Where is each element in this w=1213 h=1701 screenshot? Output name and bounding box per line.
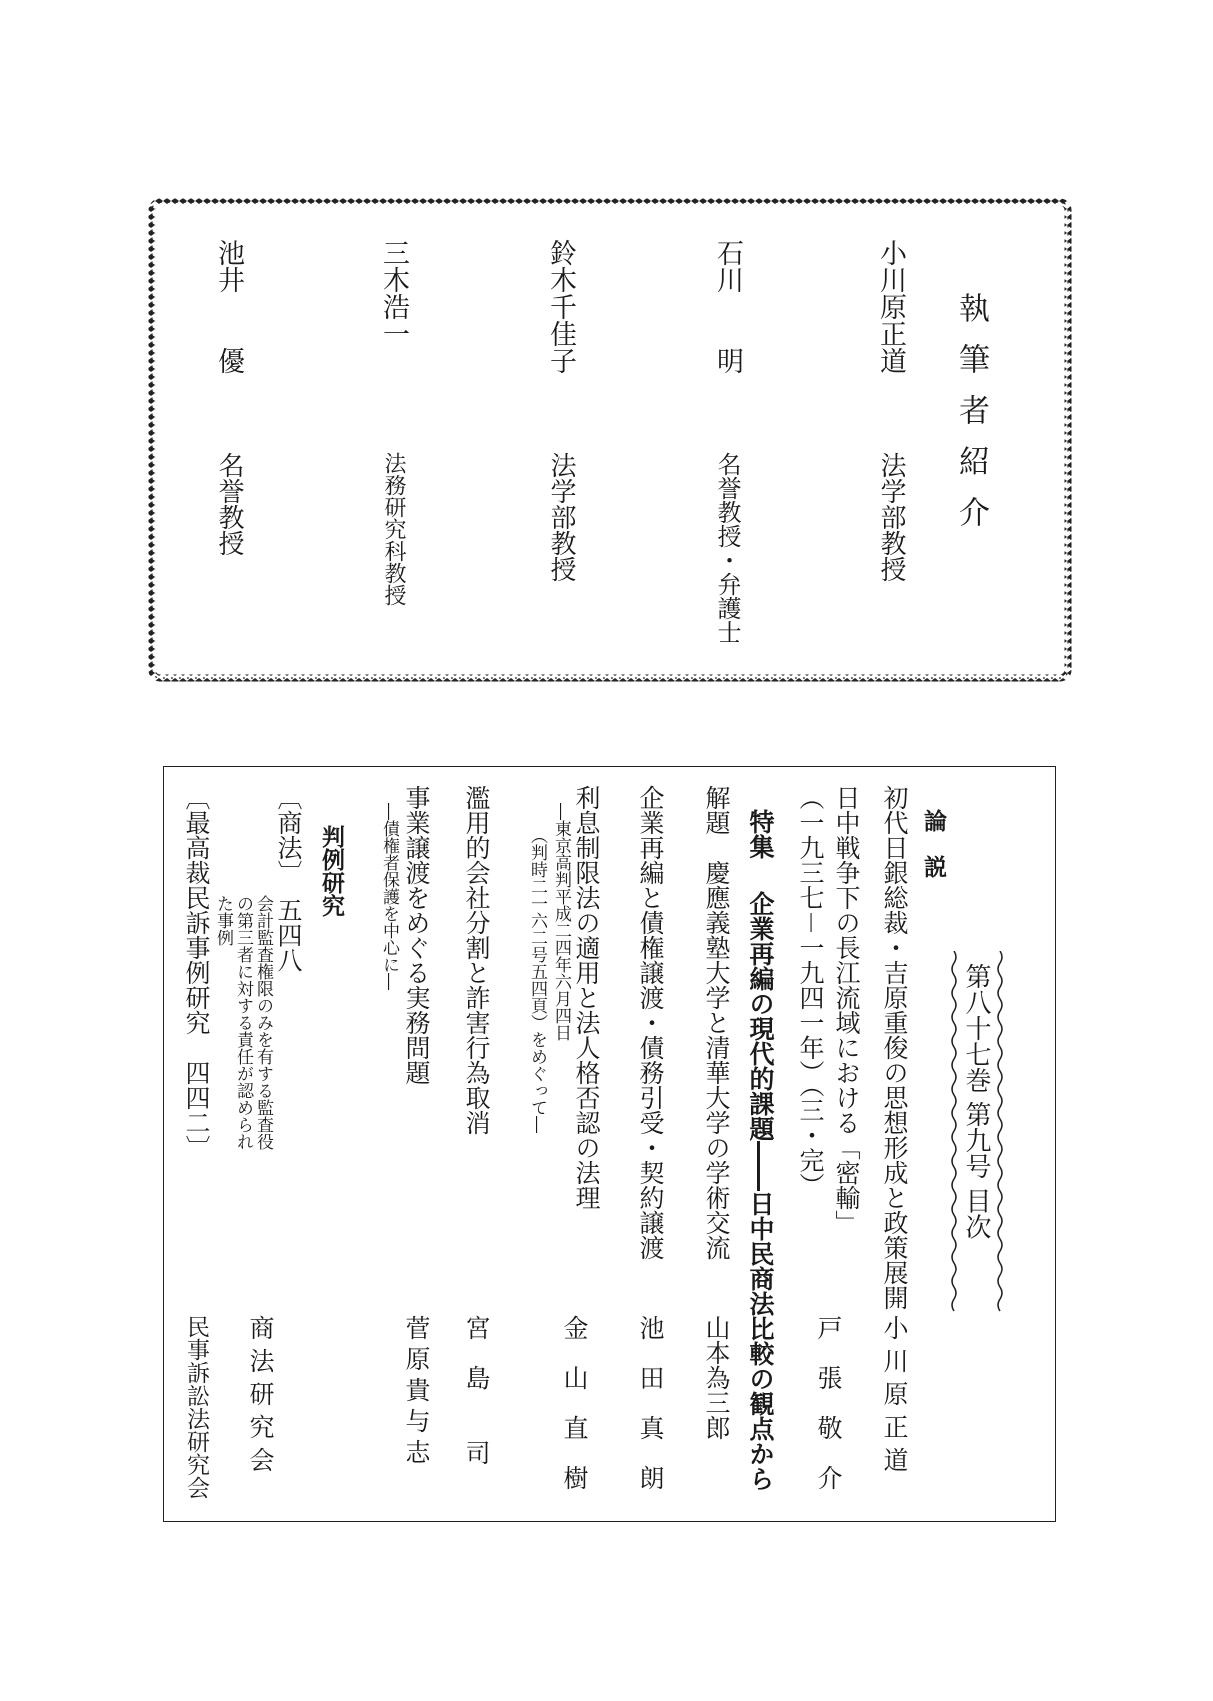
contributor-affiliation: 法務研究科教授	[381, 452, 406, 606]
article-title: 〔最高裁民訴事例研究 四四二〕	[182, 785, 211, 1160]
article-author: 商法研究会	[246, 1315, 275, 1480]
case-note: た事例	[213, 895, 233, 946]
section-hanrei: 判例研究	[318, 825, 345, 917]
volume-header: 第八十七巻 第九号 目次	[961, 963, 991, 1240]
article-subtitle: ―東京高判平成二四年六月四日	[551, 803, 571, 1041]
article-author: 戸 張 敬 介	[814, 1315, 843, 1490]
article-title: 濫用的会社分割と詐害行為取消	[462, 785, 491, 1135]
article-author: 宮 島 司	[462, 1315, 491, 1465]
article-author: 菅原貴与志	[402, 1315, 431, 1470]
article-author: 民事訴訟法研究会	[183, 1315, 209, 1499]
article-author: 山本為三郎	[702, 1315, 731, 1440]
table-of-contents	[163, 766, 1056, 1522]
contributor-name: 三木浩一	[378, 239, 409, 347]
article-title: 日中戦争下の長江流域における「密輸」	[832, 785, 861, 1235]
contributor-name: 石川 明	[712, 239, 743, 374]
contributor-name: 鈴木千佳子	[545, 239, 576, 374]
contributor-name: 小川原正道	[875, 239, 906, 374]
contributors-panel	[147, 197, 1073, 683]
section-ronsetsu: 論 説	[920, 809, 947, 878]
case-note: の第三者に対する責任が認められ	[233, 895, 253, 1150]
feature-theme: 企業再編の現代的課題――日中民商法比較の観点から	[746, 891, 775, 1491]
contributors-title: 執筆者紹介	[953, 292, 989, 547]
case-label: 〔商法〕 五四八	[274, 785, 303, 973]
article-title: 初代日銀総裁・吉原重俊の思想形成と政策展開	[880, 785, 909, 1310]
article-title: 企業再編と債権譲渡・債務引受・契約譲渡	[636, 785, 665, 1260]
article-author: 金 山 直 樹	[560, 1315, 589, 1490]
article-title: 事業譲渡をめぐる実務問題	[402, 785, 431, 1085]
contributor-affiliation: 名誉教授	[214, 452, 244, 556]
article-subtitle: （判時二一六二号五四頁）をめぐって―	[527, 827, 547, 1133]
volume-header-box	[951, 951, 1003, 1313]
contributor-affiliation: 法学部教授	[546, 452, 576, 582]
case-note: 会計監査権限のみを有する監査役	[253, 895, 273, 1150]
article-author: 池 田 真 朗	[636, 1315, 665, 1490]
article-title: 利息制限法の適用と法人格否認の法理	[572, 785, 601, 1210]
contributor-name: 池井 優	[213, 239, 244, 374]
article-author: 小川原正道	[880, 1315, 909, 1480]
article-title-continued: （一九三七－一九四一年）（三・完）	[796, 785, 825, 1198]
article-title: 解題 慶應義塾大学と清華大学の学術交流	[702, 785, 731, 1260]
decorative-frame	[147, 197, 1073, 683]
contributor-affiliation: 名誉教授・弁護士	[713, 452, 741, 644]
contributor-affiliation: 法学部教授	[876, 452, 906, 582]
article-subtitle: ―債権者保護を中心に―	[379, 803, 399, 990]
feature-label: 特集	[746, 809, 775, 859]
